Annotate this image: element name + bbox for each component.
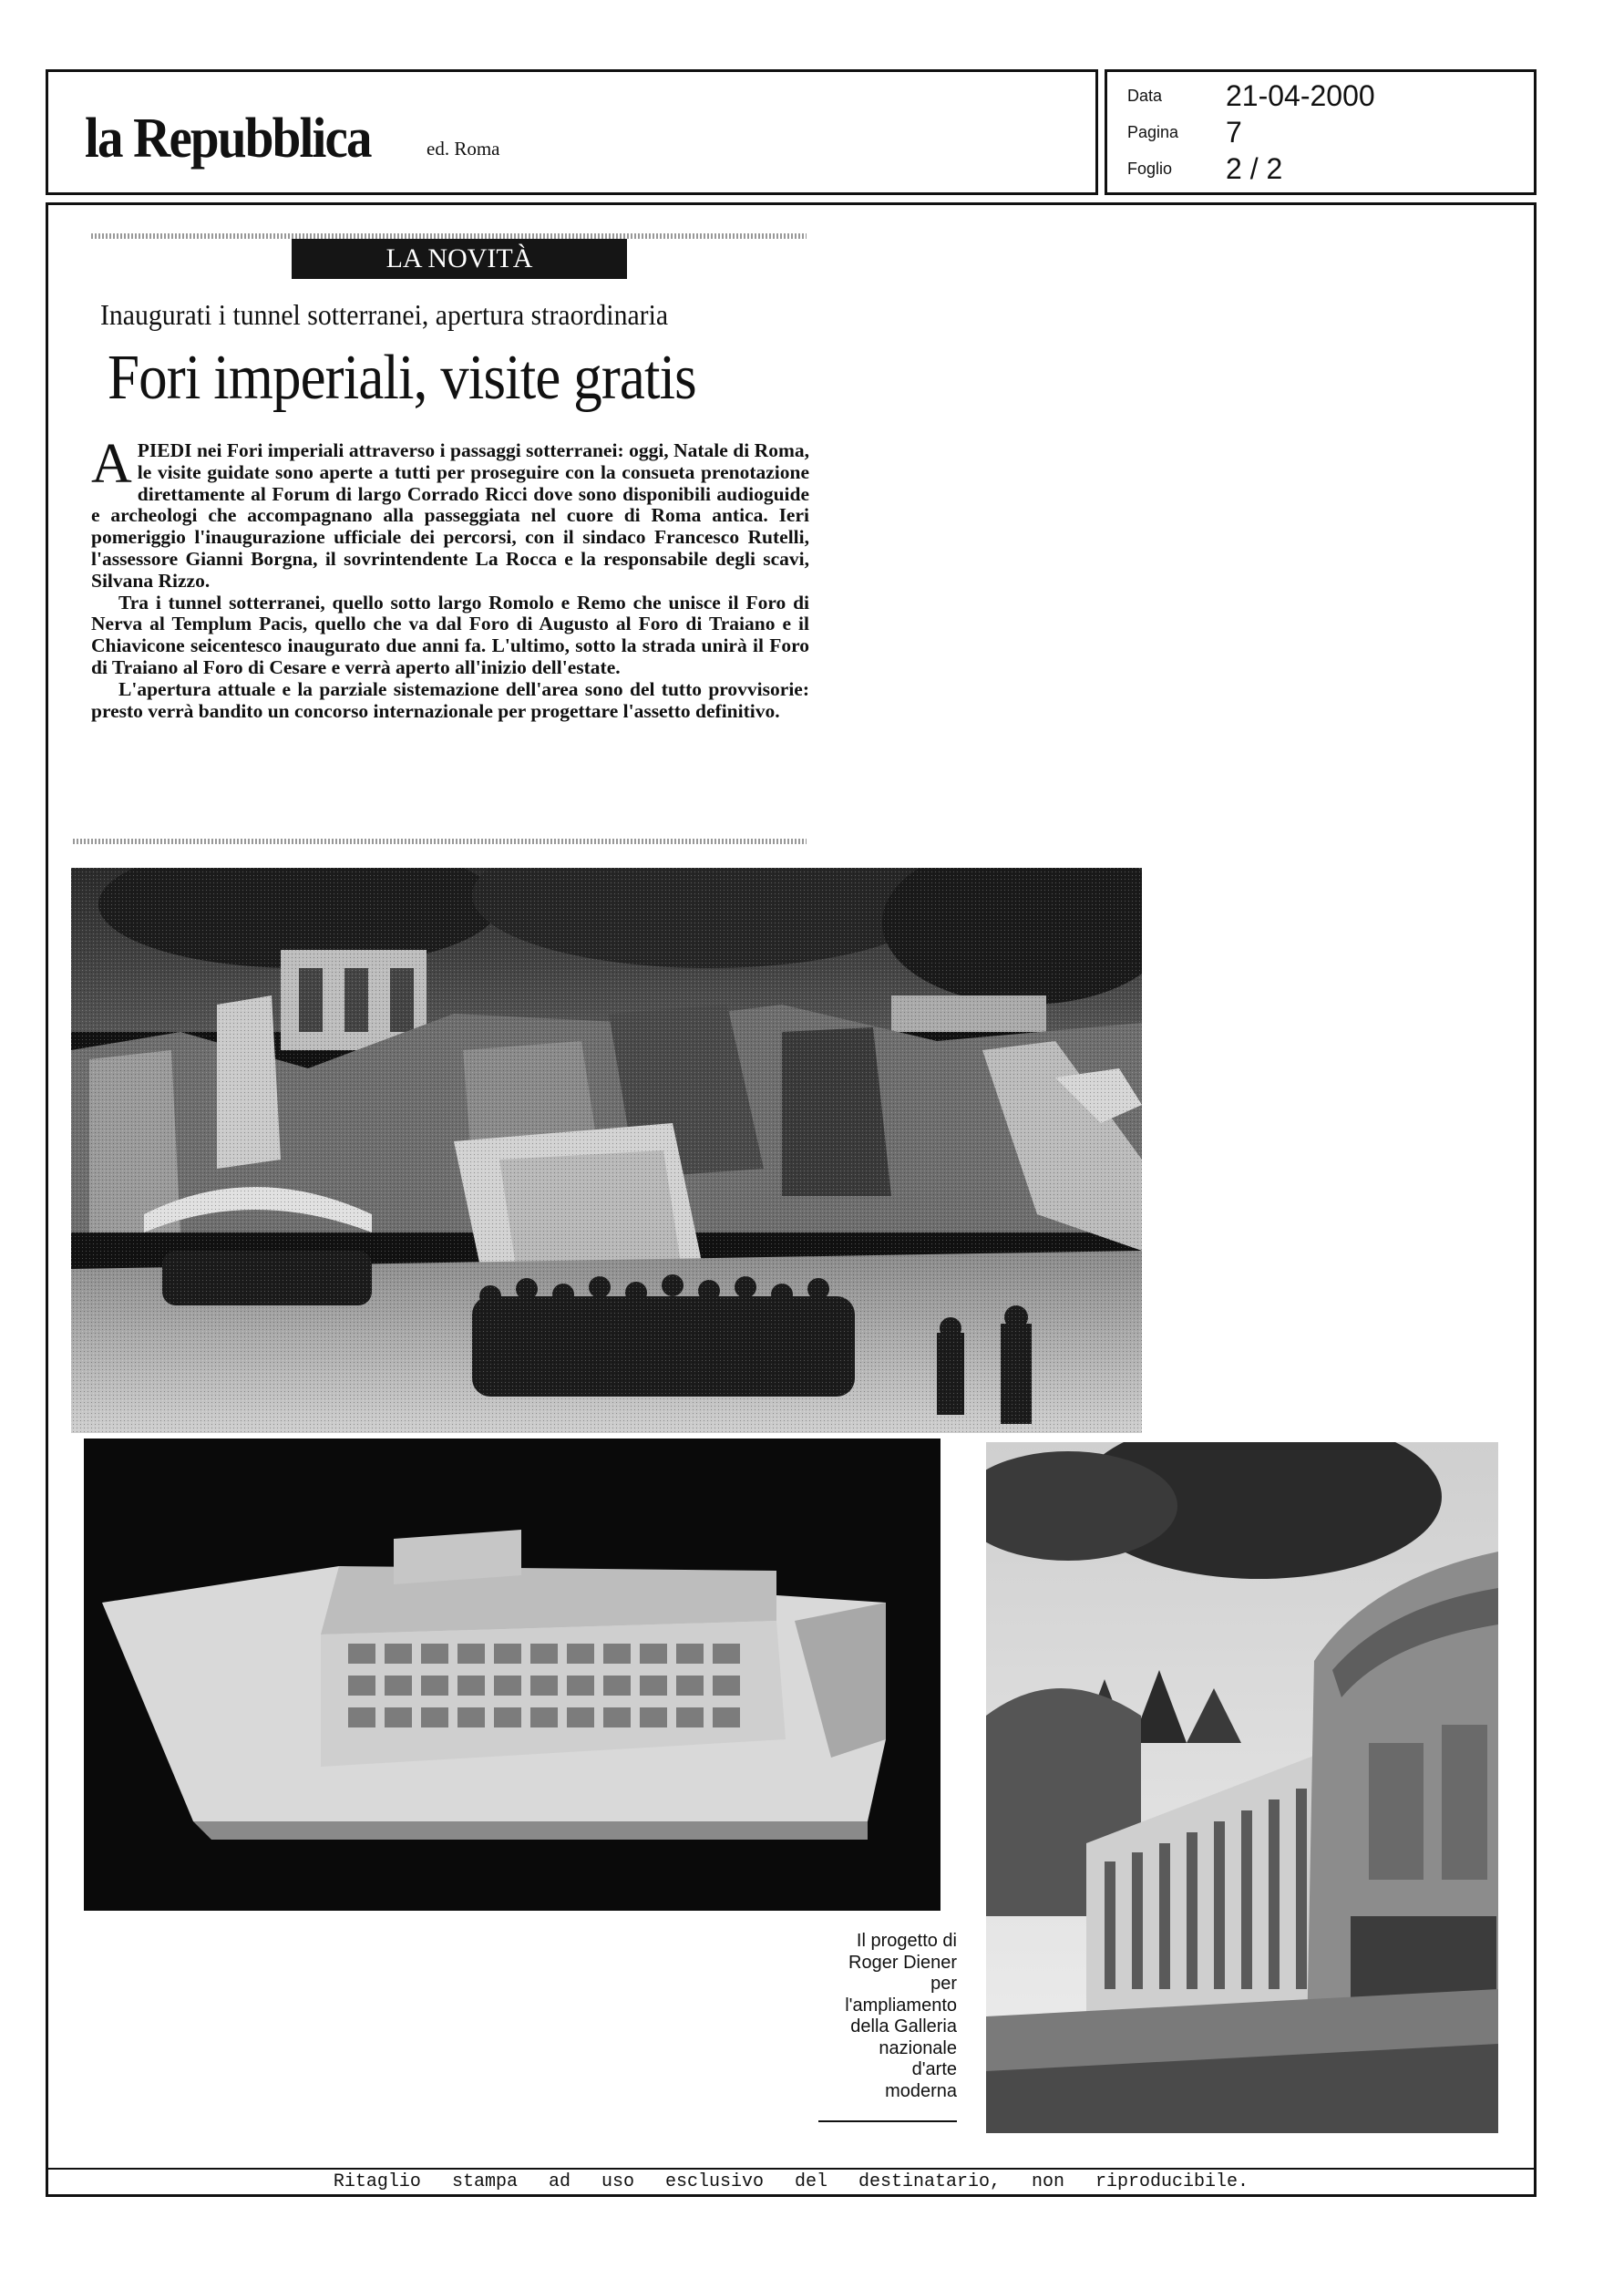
photo-architectural-model [84,1439,940,1911]
meta-page-value: 7 [1226,116,1242,149]
meta-sheet [1127,152,1282,186]
footer-disclaimer: Ritaglio stampa ad uso esclusivo del destinatario, non riproducibile. [333,2171,1249,2192]
meta-date [1127,79,1375,113]
footer-divider [46,2168,1537,2170]
photo-caption: Il progetto di Roger Diener per l'ampliamento della Galleria nazionale d'arte moderna [845,1931,957,2101]
article-subhead: Inaugurati i tunnel sotterranei, apertura straordinaria [100,298,669,331]
meta-date-value: 21-04-2000 [1226,79,1375,112]
newspaper-logo: la Repubblica [85,108,371,170]
bottom-divider [73,839,807,844]
article-body [91,433,809,722]
kicker-label: LA NOVITÀ [292,239,627,279]
meta-sheet-label: Foglio [1127,160,1173,178]
meta-date-label: Data [1127,87,1163,105]
meta-sheet-value: 2 / 2 [1226,152,1283,185]
dropcap: A [91,433,132,495]
article-headline: Fori imperiali, visite gratis [108,343,696,413]
clipping-meta-box [1105,69,1537,195]
edition-label: ed. Roma [427,138,500,160]
article-paragraph-3: L'apertura attuale e la parziale sistemazione dell'area sono del tutto provvisorie: presto verrà bandito un concorso internazionale per progettare l'assetto definitivo. [91,677,809,722]
photo-gallery-building [986,1442,1498,2133]
photo-fori-excavation [71,868,1142,1433]
masthead-box [46,69,1098,195]
caption-underline [818,2120,957,2122]
meta-page [1127,116,1242,150]
article-paragraph-2: Tra i tunnel sotterranei, quello sotto largo Romolo e Remo che unisce il Foro di Nerva al Templum Pacis, quello che va dal Foro di Augusto al Foro di Traiano e il Chiavicone seicentesco inaugurato due anni fa. L'ultimo, sotto la strada unirà il Foro di Traiano al Foro di Cesare e verrà aperto all'inizio dell'estate. [91,591,809,678]
article-paragraph-1: APIEDI nei Fori imperiali attraverso i passaggi sotterranei: oggi, Natale di Roma, le visite guidate sono aperte a tutti per proseguire con la consueta prenotazione direttamente al Forum di largo Corrado Ricci dove sono disponibili audioguide e archeologi che accompagnano alla passeggiata nel cuore di Roma antica. Ieri pomeriggio l'inaugurazione ufficiale dei percorsi, con il sindaco Francesco Rutelli, l'assessore Gianni Borgna, il sovrintendente La Rocca e la responsabile degli scavi, Silvana Rizzo. [91,433,809,592]
meta-page-label: Pagina [1127,123,1179,141]
